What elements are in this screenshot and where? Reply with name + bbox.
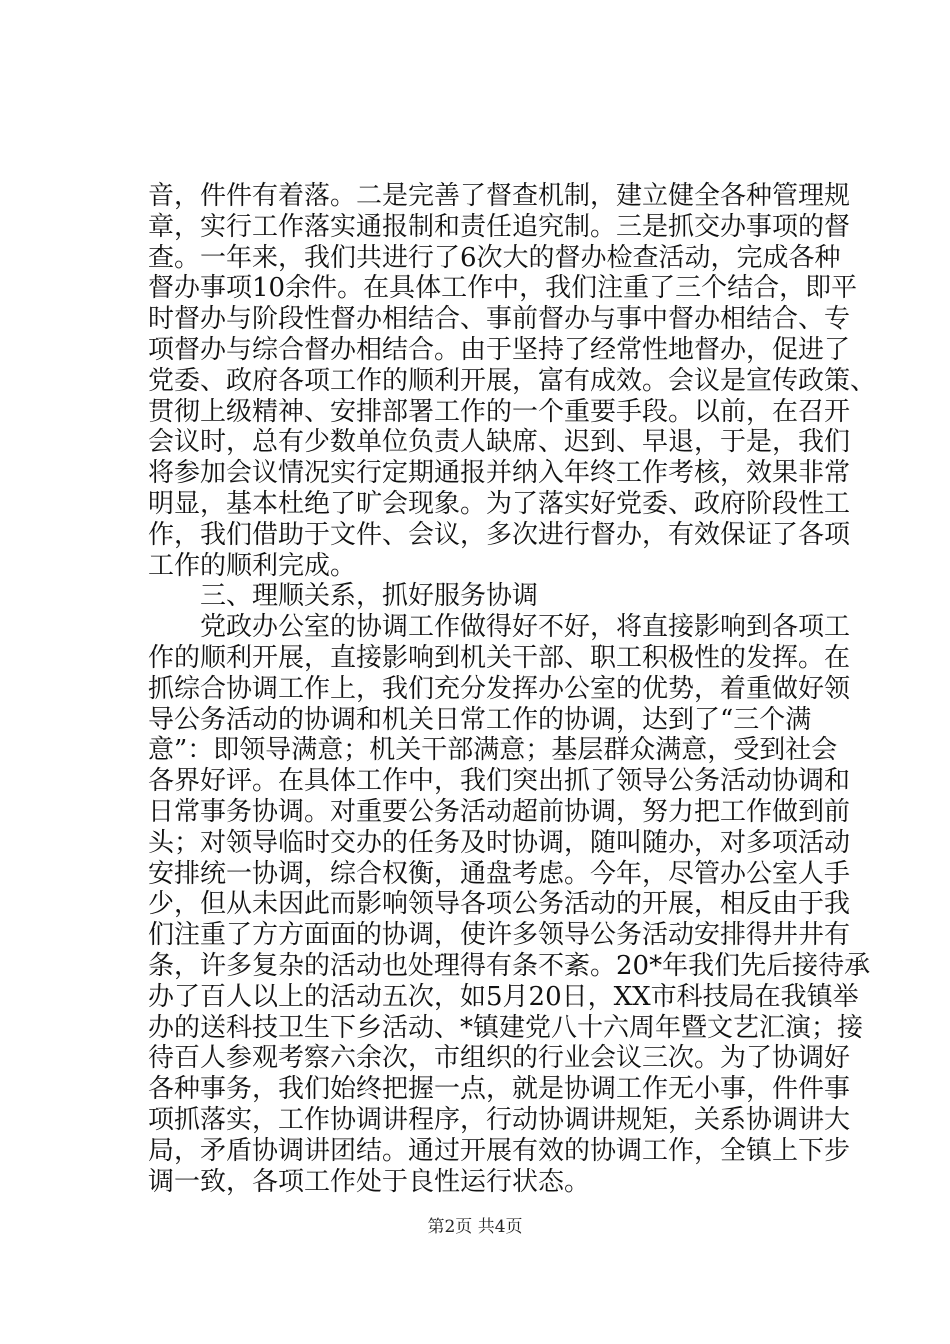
paragraph-line: 项抓落实，工作协调讲程序，行动协调讲规矩，关系协调讲大 [148, 1105, 851, 1135]
paragraph-line: 明显，基本杜绝了旷会现象。为了落实好党委、政府阶段性工 [148, 489, 851, 519]
paragraph-line: 会议时，总有少数单位负责人缺席、迟到、早退，于是，我们 [148, 427, 851, 458]
paragraph-line: 章，实行工作落实通报制和责任追究制。三是抓交办事项的督 [148, 211, 851, 242]
paragraph-line: 将参加会议情况实行定期通报并纳入年终工作考核，效果非常 [148, 458, 851, 489]
paragraph-line: 少，但从未因此而影响领导各项公务活动的开展，相反由于我 [148, 889, 851, 920]
paragraph-line: 作，我们借助于文件、会议，多次进行督办，有效保证了各项 [148, 519, 851, 550]
paragraph-line: 时督办与阶段性督办相结合、事前督办与事中督办相结合、专 [148, 304, 851, 335]
paragraph-line: 各种事务，我们始终把握一点，就是协调工作无小事，件件事 [148, 1074, 851, 1105]
page-footer: 第2页 共4页 [427, 1217, 523, 1237]
paragraph-line: 局，矛盾协调讲团结。通过开展有效的协调工作，全镇上下步 [148, 1135, 851, 1166]
paragraph-line: 项督办与综合督办相结合。由于坚持了经常性地督办，促进了 [148, 335, 851, 365]
paragraph-line: 安排统一协调，综合权衡，通盘考虑。今年，尽管办公室人手 [148, 858, 851, 889]
paragraph-line: 意”：即领导满意；机关干部满意；基层群众满意，受到社会 [148, 735, 838, 766]
paragraph-line: 头；对领导临时交办的任务及时协调，随叫随办，对多项活动 [148, 827, 851, 858]
paragraph-line: 日常事务协调。对重要公务活动超前协调，努力把工作做到前 [148, 797, 851, 827]
paragraph-line: 督办事项10余件。在具体工作中，我们注重了三个结合，即平 [148, 273, 858, 304]
paragraph-line: 办的送科技卫生下乡活动、*镇建党八十六周年暨文艺汇演；接 [148, 1012, 864, 1043]
paragraph-line: 各界好评。在具体工作中，我们突出抓了领导公务活动协调和 [148, 766, 851, 797]
paragraph-line: 查。一年来，我们共进行了6次大的督办检查活动，完成各种 [148, 242, 841, 273]
paragraph-line: 调一致，各项工作处于良性运行状态。 [148, 1166, 591, 1197]
paragraph-line: 工作的顺利完成。 [148, 550, 357, 581]
paragraph-line: 抓综合协调工作上，我们充分发挥办公室的优势，着重做好领 [148, 673, 851, 704]
paragraph-line: 待百人参观考察六余次，市组织的行业会议三次。为了协调好 [148, 1043, 851, 1074]
paragraph-line: 们注重了方方面面的协调，使许多领导公务活动安排得井井有 [148, 920, 851, 951]
paragraph-line: 办了百人以上的活动五次，如5月20日，XX市科技局在我镇举 [148, 981, 859, 1012]
paragraph-line: 党委、政府各项工作的顺利开展，富有成效。会议是宣传政策、 [148, 365, 877, 396]
section-heading: 三、理顺关系，抓好服务协调 [200, 581, 539, 612]
paragraph-line: 党政办公室的协调工作做得好不好，将直接影响到各项工 [200, 612, 851, 643]
paragraph-line: 音，件件有着落。二是完善了督查机制，建立健全各种管理规 [148, 181, 851, 211]
paragraph-line: 导公务活动的协调和机关日常工作的协调，达到了“三个满 [148, 704, 812, 735]
paragraph-line: 贯彻上级精神、安排部署工作的一个重要手段。以前，在召开 [148, 396, 851, 427]
paragraph-line: 条，许多复杂的活动也处理得有条不紊。20*年我们先后接待承 [148, 951, 871, 981]
paragraph-line: 作的顺利开展，直接影响到机关干部、职工积极性的发挥。在 [148, 643, 851, 673]
